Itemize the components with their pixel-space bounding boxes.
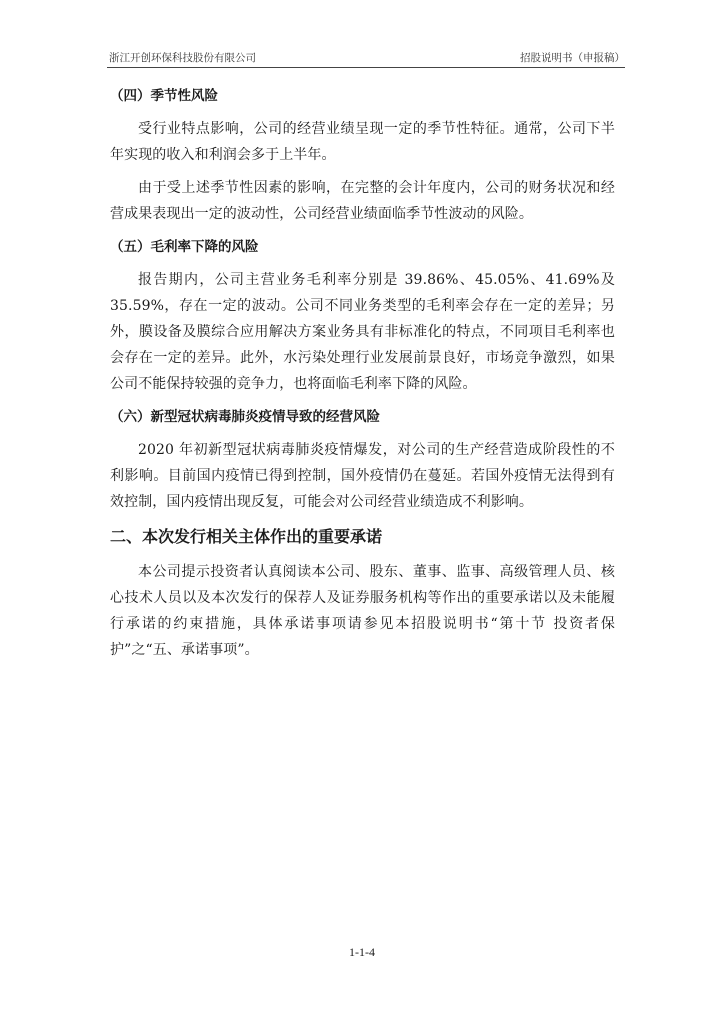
section-heading-margin-risk: （五）毛利率下降的风险 — [110, 239, 259, 255]
header-company-name: 浙江开创环保科技股份有限公司 — [109, 52, 256, 64]
header-document-type: 招股说明书（申报稿） — [520, 52, 625, 64]
paragraph-covid-1: 2020 年初新型冠状病毒肺炎疫情爆发，对公司的生产经营造成阶段性的不利影响。目前国内疫情已得到控制，国外疫情仍在蔓延。若国外疫情无法得到有效控制，国内疫情出现反复，可能会对公司经营业绩造成不利影响。 — [110, 442, 615, 510]
section-heading-seasonal-risk: （四）季节性风险 — [110, 88, 218, 104]
section-heading-commitments: 二、本次发行相关主体作出的重要承诺 — [110, 527, 383, 546]
page-number: 1-1-4 — [349, 945, 375, 959]
paragraph-commitments-1: 本公司提示投资者认真阅读本公司、股东、董事、监事、高级管理人员、核心技术人员以及本次发行的保荐人及证券服务机构等作出的重要承诺以及未能履行承诺的约束措施，具体承诺事项请参见本招股说明书“第十节 投资者保护”之“五、承诺事项”。 — [110, 564, 615, 658]
document-body — [110, 84, 615, 663]
paragraph-seasonal-2: 由于受上述季节性因素的影响，在完整的会计年度内，公司的财务状况和经营成果表现出一定的波动性，公司经营业绩面临季节性波动的风险。 — [110, 180, 615, 222]
paragraph-seasonal-1: 受行业特点影响，公司的经营业绩呈现一定的季节性特征。通常，公司下半年实现的收入和利润会多于上半年。 — [110, 121, 615, 163]
header-divider — [107, 67, 625, 68]
paragraph-margin-1: 报告期内，公司主营业务毛利率分别是 39.86%、45.05%、41.69%及 35.59%，存在一定的波动。公司不同业务类型的毛利率会存在一定的差异；另外，膜设备及膜综合应用解决方案业务具有非标准化的特点，不同项目毛利率也会存在一定的差异。此外，水污染处理行业发展前景良好，市场竞争激烈，如果公司不能保持较强的竞争力，也将面临毛利率下降的风险。 — [110, 272, 615, 392]
section-heading-covid-risk: （六）新型冠状病毒肺炎疫情导致的经营风险 — [110, 409, 380, 425]
page-header — [107, 50, 625, 66]
